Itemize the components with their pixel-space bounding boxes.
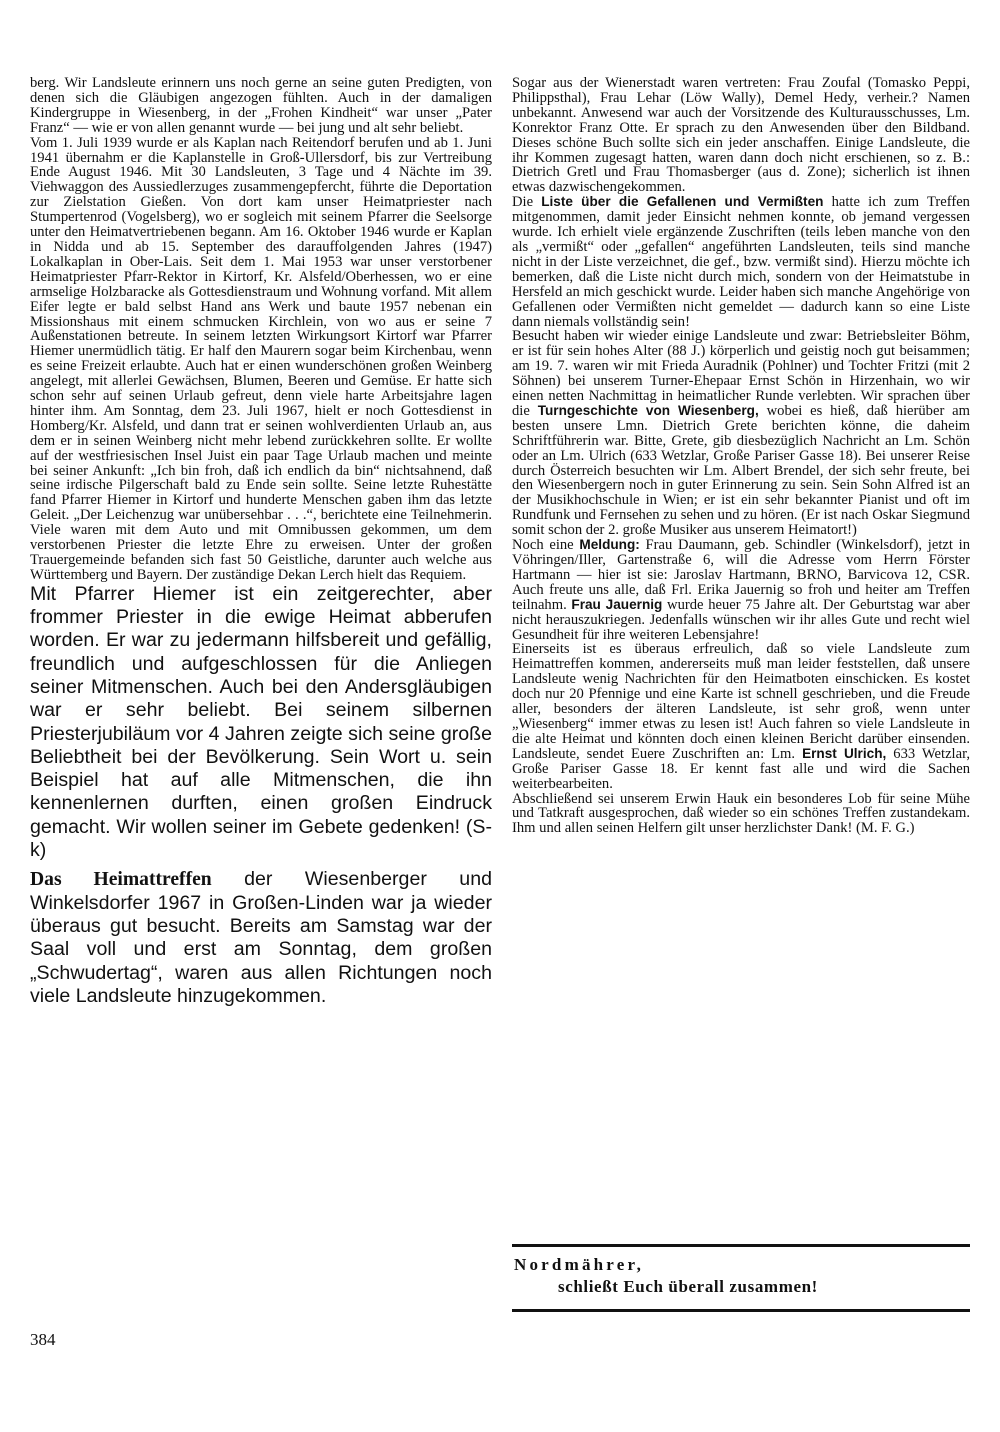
text-run: 633 Wetzlar, Große Pariser Gasse 18. Er kennt fast alle und wird die Sachen weiterbearbeiten.: [512, 745, 971, 792]
article-paragraph: Sogar aus der Wienerstadt waren vertreten: Frau Zoufal (Tomasko Peppi, Philippsthal), Frau Lehar (Löw Wally), Demel Hedy, verheir.? Namen unbekannt. Anwesend war auch der Vorsitzende des Kulturausschusses, Lm. Konrektor Franz Otte. Er sprach zu den Anwesenden über den Bildband. Dieses schöne Buch sollte sich ein jeder anschaffen. Einige Landsleute, die ihr Kommen zugesagt hatten, waren dann doch nicht erschienen, so z. B.: Dietrich Gretl und Frau Thomasberger (aus d. Zone); sicherlich ist ihnen etwas dazwischengekommen.: [512, 75, 970, 196]
text-run: wobei es hieß, daß hierüber am besten unsere Lmn. Dietrich Grete berichten könne, die daheim Schriftführerin war. Bitte, Grete, gib diesbezüglich Nachricht an Lm. Schön oder an Lm. Ulrich (633 Wetzlar, Große Pariser Gasse 18). Bei unserer Reise durch Österreich besuchten wir Lm. Albert Brendel, der sich sehr freute, bei den Wiesenbergern noch in guter Erinnerung zu sein. Sein Sohn Alfred ist an der Musikhochschule in Wien; er ist ein sehr bekannter Pianist und oft im Rundfunk und Fernsehen zu sehen und zu hören. (Er ist nach Oskar Siegmund somit schon der 2. große Musiker aus unserem Heimatort!): [512, 402, 970, 539]
article-paragraph: [512, 538, 970, 642]
bold-term: Meldung:: [579, 537, 640, 553]
text-run: Einerseits ist es überaus erfreulich, daß so viele Landsleute zum Heimattreffen kommen, andererseits muß man leider feststellen, daß unsere Landsleute wenig Nachrichten für den Heimatboten einschicken. Es kostet doch nur 20 Pfennige und eine Karte ist schnell geschrieben, und die Freude aller, besonders der älteren Landsleute, ist sehr groß, wenn unter „Wiesenberg“ immer etwas zu lesen ist! Auch fahren so viele Landsleute in die alte Heimat und könnten doch einen kleinen Bericht darüber einsenden. Landsleute, sendet Euere Zuschriften an: Lm.: [512, 641, 970, 762]
text-run: hatte ich zum Treffen mitgenommen, damit jeder Einsicht nehmen konnte, ob jemand vergessen wurde. Ich erhielt viele ergänzende Zuschriften (teils leben manche von den als „vermißt“ oder „gefallen“ angeführten Landsleuten, teils sind manche nicht in der Liste verzeichnet, die gef., bzw. vermißt sind). Hierzu möchte ich bemerken, daß die Liste nicht durch mich, sondern von der Heimatstube in Hersfeld an mich geschickt wurde. Leider haben sich manche Angehörige von Gefallenen oder Vermißten nicht gemeldet — dadurch kann so eine Liste dann niemals vollständig sein!: [512, 194, 970, 330]
heimattreffen-heading: Das Heimattreffen: [30, 869, 212, 891]
article-paragraph: Abschließend sei unserem Erwin Hauk ein besonderes Lob für seine Mühe und Tatkraft ausgesprochen, daß wieder so ein schönes Treffen zustandekam. Ihm und allen seinen Helfern gilt unser herzlichster Dank! (M. F. G.): [512, 790, 970, 837]
text-run: Besucht haben wir wieder einige Landsleute und zwar: Betriebsleiter Böhm, er ist für sein hohes Alter (88 J.) körperlich und geistig noch gut beisammen; am 19. 7. waren wir mit Frieda Auradnik (Pohlner) und Tochter Fritzi (mit 2 Söhnen) bei unserem Turner-Ehepaar Ernst Schön in Hirzenhain, wo wir einen netten Nachmittag in heimatlicher Runde verlebten. Wir sprachen über die: [512, 328, 970, 419]
article-paragraph: [512, 642, 970, 791]
article-paragraph: Vom 1. Juli 1939 wurde er als Kaplan nach Reitendorf berufen und ab 1. Juni 1941 übernahm er die Kaplanstelle in Groß-Ullersdorf, bis zur Vertreibung Ende August 1946. Mit 30 Landsleuten, 3 Tage und 4 Nächte im 39. Viehwaggon des Aussiedlerzuges zusammengepfercht, führte die Deportation zur Zielstation Gießen. Von dort kam unser Heimatpriester nach Stumpertenrod (Vogelsberg), wo er sogleich mit seinem Pfarrer die Seelsorge unter den Heimatvertriebenen begann. Am 16. Oktober 1946 wurde er Kaplan in Nidda und ab 15. September des darauffolgenden Jahres (1947) Lokalkaplan in Ober-Lais. Seit dem 1. Mai 1953 war unser verstorbener Heimatpriester Pfarr-Rektor in Kirtorf, Kr. Alsfeld/Oberhessen, wo er eine armselige Holzbaracke als Gottesdienstraum und Wohnung vorfand. Mit allem Eifer legte er bald selbst Hand ans Werk und baute 1957 nebenan ein Missionshaus mit einem schmucken Kirchlein, von wo aus er seine 7 Außenstationen betreute. In seinem letzten Wirkungsort Kirtorf war Pfarrer Hiemer unermüdlich tätig. Er half den Maurern sogar beim Kirchenbau, wenn es seine Freizeit erlaubte. Auch hat er einen wunderschönen großen Weinberg angelegt, mit allerlei Gewächsen, Blumen, Beeren und Gemüse. Er hatte sich schon sehr auf seinen Urlaub gefreut, denn viele harte Arbeitsjahre lagen hinter ihm. Am Sonntag, dem 23. Juli 1967, hielt er noch Gottesdienst in Homberg/Kr. Alsfeld, und dann trat er seinen wohlverdienten Urlaub an, aus dem er in seinen Weinberg nicht mehr lebend zurückkehren sollte. Er wollte auf der westfriesischen Insel Juist ein paar Tage Urlaub machen und meinte bei seiner Ankunft: „Ich bin froh, daß ich endlich da bin“ nichtsahnend, daß seine irdische Pilgerschaft bald zu Ende sein sollte. Seine letzte Ruhestätte fand Pfarrer Hiemer in Kirtorf und hunderte Menschen gaben ihm das letzte Geleit. „Der Leichenzug war unübersehbar . . .“, berichtete eine Teilnehmerin. Viele waren mit dem Auto und mit Omnibussen gekommen, um dem verstorbenen Priester die letzte Ehre zu erweisen. Unter der großen Trauergemeinde befanden sich fast 50 Geistliche, darunter auch welche aus Württemberg und Bayern. Der zuständige Dekan Lerch hielt das Requiem.: [30, 134, 492, 583]
text-run: wurde heuer 75 Jahre alt. Der Geburtstag war aber nicht herauszukriegen. Jedenfalls wünschen wir ihr alles Gute und recht wiel Gesundheit für ihre weiteren Lebensjahre!: [512, 596, 970, 643]
right-column: [512, 76, 970, 836]
slogan-box: [512, 1244, 970, 1312]
left-column: [30, 76, 492, 1008]
article-paragraph: [512, 329, 970, 538]
heimattreffen-paragraph: [30, 868, 492, 1008]
heimattreffen-text: der Wiesenberger und Winkelsdorfer 1967 in Großen-Linden war ja wieder überaus gut besucht. Bereits am Samstag war der Saal voll und erst am Sonntag, dem großen „Schwudertag“, waren aus allen Richtungen noch viele Landsleute hinzugekommen.: [30, 868, 492, 1007]
text-run: Die: [512, 194, 542, 211]
article-paragraph: berg. Wir Landsleute erinnern uns noch gerne an seine guten Predigten, von denen sich die Gläubigen angezogen fühlten. Auch in der damaligen Kindergruppe in Wiesenberg, in der „Frohen Kindheit“ war unser „Pater Franz“ — wie er von allen genannt wurde — bei jung und alt sehr beliebt.: [30, 75, 492, 136]
slogan-line-2: schließt Euch überall zusammen!: [558, 1277, 818, 1296]
slogan-line-1: Nordmährer,: [514, 1255, 645, 1274]
bold-term: Liste über die Gefallenen und Vermißten: [541, 194, 824, 210]
text-run: Frau Daumann, geb. Schindler (Winkelsdorf), jetzt in Vöhringen/Iller, Gartenstraße 6, will die Adresse vom Herrn Förster Hartmann — hier ist sie: Jaroslav Hartmann, BRNO, Barvicova 12, CSR. Auch freute uns alle, daß Frl. Erika Jauernig so froh und heiter am Treffen teilnahm.: [512, 537, 970, 613]
bold-term: Ernst Ulrich,: [802, 745, 887, 761]
obituary-closing-paragraph: Mit Pfarrer Hiemer ist ein zeitgerechter, aber frommer Priester in die ewige Heimat abberufen worden. Er war zu jedermann hilfsbereit und gefällig, freundlich und aufgeschlossen für die Anliegen seiner Mitmenschen. Auch bei den Andersgläubigen war er sehr beliebt. Bei seinem silbernen Priesterjubiläum vor 4 Jahren zeigte sich seine große Beliebtheit bei der Bevölkerung. Sein Wort u. sein Beispiel hat auf alle Mitmenschen, die ihn kennenlernen durften, einen großen Eindruck gemacht. Wir wollen seiner im Gebete gedenken! (S-k): [30, 582, 492, 862]
page-number: 384: [30, 1330, 56, 1349]
text-run: Noch eine: [512, 537, 580, 554]
bold-term: Turngeschichte von Wiesenberg,: [537, 402, 759, 418]
article-paragraph: [512, 195, 970, 329]
bold-term: Frau Jauernig: [571, 596, 663, 612]
